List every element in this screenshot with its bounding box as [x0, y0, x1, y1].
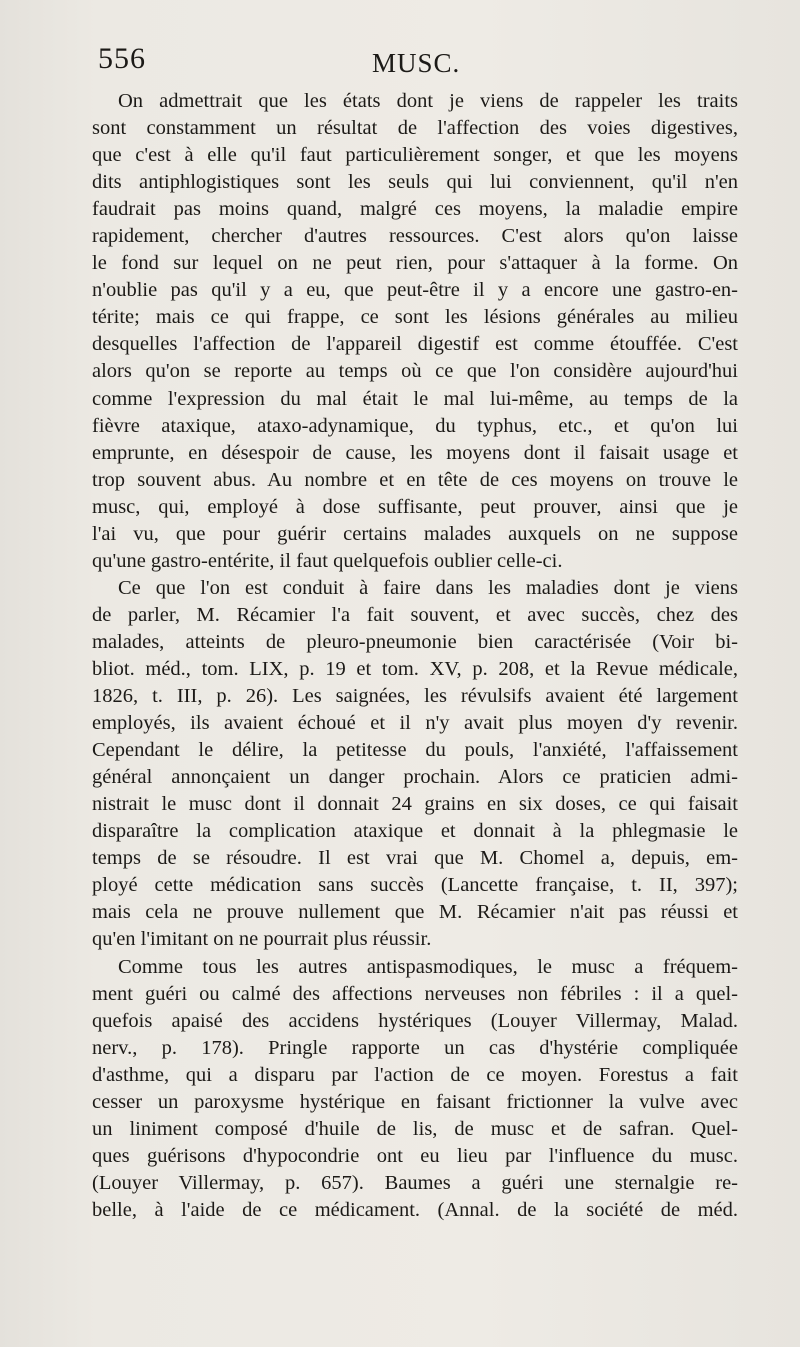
text-line: nerv., p. 178). Pringle rapporte un cas d'hystérie compliquée [92, 1036, 738, 1059]
text-line: employés, ils avaient échoué et il n'y avait plus moyen d'y revenir. [92, 712, 738, 735]
text-line: un liniment composé d'huile de lis, de musc et de safran. Quel- [92, 1117, 738, 1140]
text-line: malades, atteints de pleuro-pneumonie bien caractérisée (Voir bi- [92, 630, 738, 653]
body-text [92, 88, 738, 1224]
text-line: quefois apaisé des accidens hystériques (Louyer Villermay, Malad. [92, 1009, 738, 1032]
text-line: temps de se résoudre. Il est vrai que M. Chomel a, depuis, em- [92, 847, 738, 870]
text-line: nistrait le musc dont il donnait 24 grains en six doses, ce qui faisait [92, 793, 738, 816]
page-header [92, 38, 742, 82]
text-line: fièvre ataxique, ataxo-adynamique, du typhus, etc., et qu'on lui [92, 414, 738, 437]
text-line: rapidement, chercher d'autres ressources. C'est alors qu'on laisse [92, 225, 738, 248]
text-line: disparaître la complication ataxique et donnait à la phlegmasie le [92, 820, 738, 843]
text-line: (Louyer Villermay, p. 657). Baumes a guéri une sternalgie re- [92, 1171, 738, 1194]
text-line: qu'une gastro-entérite, il faut quelquefois oublier celle-ci. [92, 549, 563, 572]
text-line: térite; mais ce qui frappe, ce sont les lésions générales au milieu [92, 306, 738, 329]
text-line: 1826, t. III, p. 26). Les saignées, les révulsifs avaient été largement [92, 685, 738, 708]
text-line: de parler, M. Récamier l'a fait souvent, et avec succès, chez des [92, 603, 738, 626]
text-line: l'ai vu, que pour guérir certains malades auxquels on ne suppose [92, 522, 738, 545]
text-line: ques guérisons d'hypocondrie ont eu lieu par l'influence du musc. [92, 1144, 738, 1167]
text-line: alors qu'on se reporte au temps où ce que l'on considère aujourd'hui [92, 360, 738, 383]
text-line: bliot. méd., tom. LIX, p. 19 et tom. XV, p. 208, et la Revue médicale, [92, 657, 738, 680]
text-line: mais cela ne prouve nullement que M. Récamier n'ait pas réussi et [92, 901, 738, 924]
paragraph-2 [92, 575, 738, 954]
text-line: emprunte, en désespoir de cause, les moyens dont il faisait usage et [92, 441, 738, 464]
text-line: faudrait pas moins quand, malgré ces moyens, la maladie empire [92, 198, 738, 221]
text-line: desquelles l'affection de l'appareil digestif est comme étouffée. C'est [92, 333, 738, 356]
running-head: MUSC. [372, 48, 461, 78]
text-line: comme l'expression du mal était le mal lui-même, au temps de la [92, 387, 738, 410]
text-line: dits antiphlogistiques sont les seuls qui lui conviennent, qu'il n'en [92, 171, 738, 194]
text-line: d'asthme, qui a disparu par l'action de ce moyen. Forestus a fait [92, 1063, 738, 1086]
text-line: que c'est à elle qu'il faut particulièrement songer, et que les moyens [92, 144, 738, 167]
page-number: 556 [98, 42, 146, 75]
text-line: n'oublie pas qu'il y a eu, que peut-être il y a encore une gastro-en- [92, 279, 738, 302]
paragraph-1 [92, 88, 738, 575]
text-line: Ce que l'on est conduit à faire dans les maladies dont je viens [118, 576, 738, 599]
text-line: le fond sur lequel on ne peut rien, pour s'attaquer à la forme. On [92, 252, 738, 275]
text-line: qu'en l'imitant on ne pourrait plus réussir. [92, 928, 432, 951]
text-line: cesser un paroxysme hystérique en faisant frictionner la vulve avec [92, 1090, 738, 1113]
text-line: sont constamment un résultat de l'affection des voies digestives, [92, 117, 738, 140]
paragraph-3 [92, 954, 738, 1224]
text-line: trop souvent abus. Au nombre et en tête de ces moyens on trouve le [92, 468, 738, 491]
text-line: Comme tous les autres antispasmodiques, le musc a fréquem- [118, 955, 738, 978]
text-line: Cependant le délire, la petitesse du pouls, l'anxiété, l'affaissement [92, 739, 738, 762]
text-line: ployé cette médication sans succès (Lancette française, t. II, 397); [92, 874, 738, 897]
text-line: belle, à l'aide de ce médicament. (Annal. de la société de méd. [92, 1198, 738, 1221]
text-line: ment guéri ou calmé des affections nerveuses non fébriles : il a quel- [92, 982, 738, 1005]
text-line: musc, qui, employé à dose suffisante, peut prouver, ainsi que je [92, 495, 738, 518]
text-line: On admettrait que les états dont je viens de rappeler les traits [118, 90, 738, 112]
text-line: général annonçaient un danger prochain. Alors ce praticien admi- [92, 766, 738, 789]
